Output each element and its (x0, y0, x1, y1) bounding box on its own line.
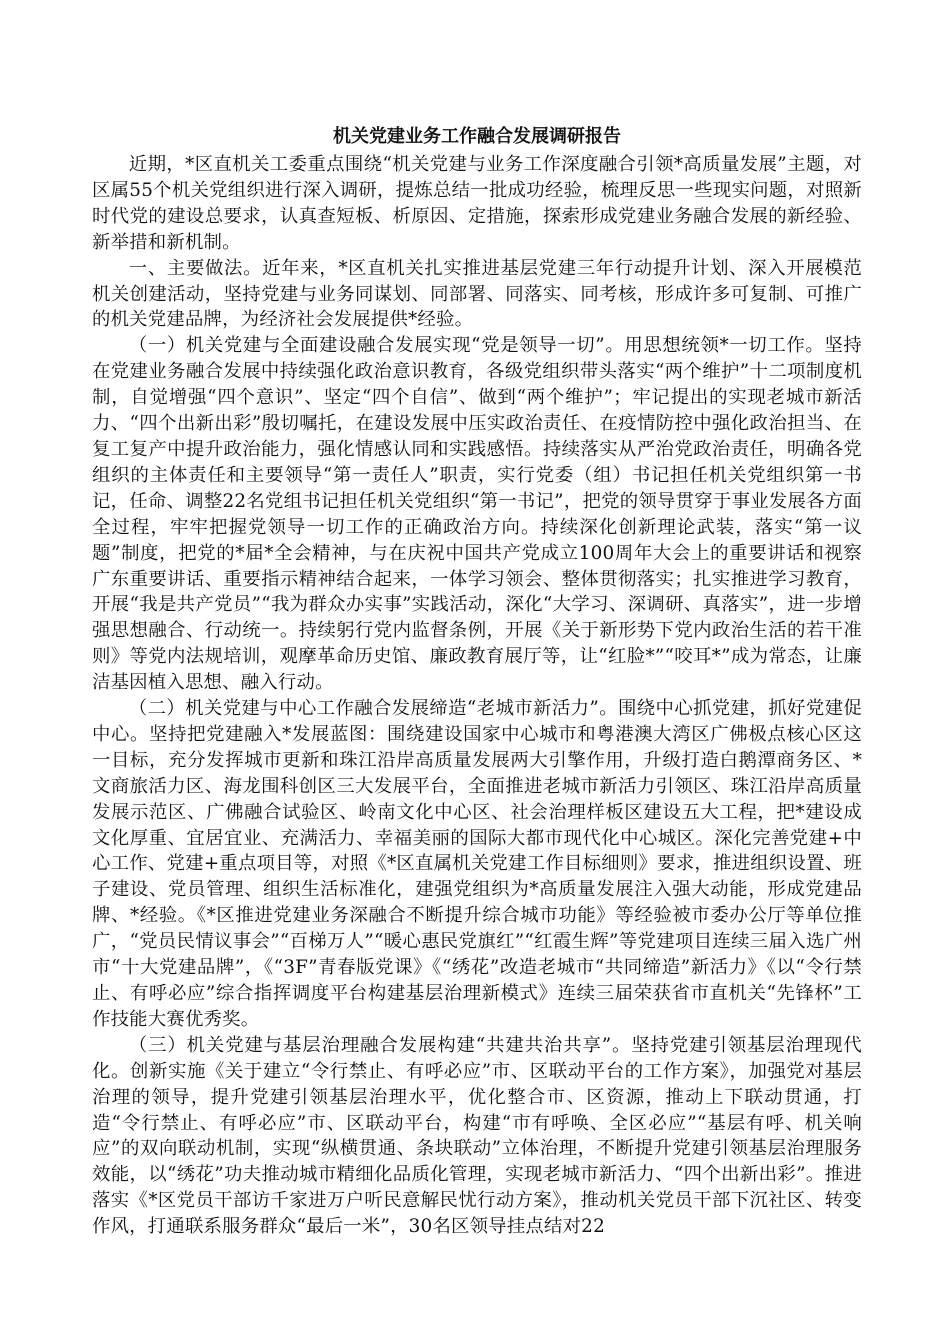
section-heading-paragraph: 一、主要做法。近年来，*区直机关扎实推进基层党建三年行动提升计划、深入开展模范机关创建活动，坚持党建与业务同谋划、同部署、同落实、同考核，形成许多可复制、可推广的机关党建品牌，为经济社会发展提供*经验。 (92, 257, 862, 331)
subsection-2-paragraph: （二）机关党建与中心工作融合发展缔造“老城市新活力”。围绕中心抓党建，抓好党建促中心。坚持把党建融入*发展蓝图：围绕建设国家中心城市和粤港澳大湾区广佛极点核心区这一目标，充分发挥城市更新和珠江沿岸高质量发展两大引擎作用，升级打造白鹅潭商务区、*文商旅活力区、海龙围科创区三大发展平台，全面推进老城市新活力引领区、珠江沿岸高质量发展示范区、广佛融合试验区、岭南文化中心区、社会治理样板区建设五大工程，把*建设成文化厚重、宜居宜业、充满活力、幸福美丽的国际大都市现代化中心城区。深化完善党建+中心工作、党建+重点项目等，对照《*区直属机关党建工作目标细则》要求，推进组织设置、班子建设、党员管理、组织生活标准化，建强党组织为*高质量发展注入强大动能，形成党建品牌、*经验。《*区推进党建业务深融合不断提升综合城市功能》等经验被市委办公厅等单位推广，“党员民情议事会”“百梯万人”“暖心惠民党旗红”“红霞生辉”等党建项目连续三届入选广州市“十大党建品牌”，《“3F”青春版党课》《“绣花”改造老城市“共同缔造”新活力》《以“令行禁止、有呼必应”综合指挥调度平台构建基层治理新模式》连续三届荣获省市直机关“先锋杯”工作技能大赛优秀奖。 (92, 698, 862, 1030)
intro-paragraph: 近期，*区直机关工委重点围绕“机关党建与业务工作深度融合引领*高质量发展”主题，对区属55个机关党组织进行深入调研，提炼总结一批成功经验，梳理反思一些现实问题，对照新时代党的建设总要求，认真查短板、析原因、定措施，探索形成党建业务融合发展的新经验、新举措和新机制。 (92, 154, 862, 253)
subsection-3-paragraph: （三）机关党建与基层治理融合发展构建“共建共治共享”。坚持党建引领基层治理现代化。创新实施《关于建立“令行禁止、有呼必应”市、区联动平台的工作方案》，加强党对基层治理的领导，提升党建引领基层治理水平，优化整合市、区资源，推动上下联动贯通，打造“令行禁止、有呼必应”市、区联动平台，构建“市有呼唤、全区必应”“基层有呼、机关响应”的双向联动机制，实现“纵横贯通、条块联动”立体治理，不断提升党建引领基层治理服务效能，以“绣花”功夫推动城市精细化品质化管理，实现老城市新活力、“四个出新出彩”。推进落实《*区党员干部访千家进万户听民意解民忧行动方案》，推动机关党员干部下沉社区、转变作风，打通联系服务群众“最后一米”，30名区领导挂点结对22 (92, 1034, 862, 1238)
document-title: 机关党建业务工作融合发展调研报告 (333, 126, 621, 147)
document-page (92, 124, 862, 1240)
subsection-1-paragraph: （一）机关党建与全面建设融合发展实现“党是领导一切”。用思想统领*一切工作。坚持在党建业务融合发展中持续强化政治意识教育，各级党组织带头落实“两个维护”十二项制度机制，自觉增强“四个意识”、坚定“四个自信”、做到“两个维护”；牢记提出的实现老城市新活力、“四个出新出彩”殷切嘱托，在建设发展中压实政治责任、在疫情防控中强化政治担当、在复工复产中提升政治能力，强化情感认同和实践感悟。持续落实从严治党政治责任，明确各党组织的主体责任和主要领导“第一责任人”职责，实行党委（组）书记担任机关党组织第一书记，任命、调整22名党组书记担任机关党组织“第一书记”，把党的领导贯穿于事业发展各方面全过程，牢牢把握党领导一切工作的正确政治方向。持续深化创新理论武装，落实“第一议题”制度，把党的*届*全会精神，与在庆祝中国共产党成立100周年大会上的重要讲话和视察广东重要讲话、重要指示精神结合起来，一体学习领会、整体贯彻落实；扎实推进学习教育，开展“我是共产党员”“我为群众办实事”实践活动，深化“大学习、深调研、真落实”，进一步增强思想融合、行动统一。持续躬行党内监督条例，开展《关于新形势下党内政治生活的若干准则》等党内法规培训，观摩革命历史馆、廉政教育展厅等，让“红脸*”“咬耳*”成为常态，让廉洁基因植入思想、融入行动。 (92, 335, 863, 694)
